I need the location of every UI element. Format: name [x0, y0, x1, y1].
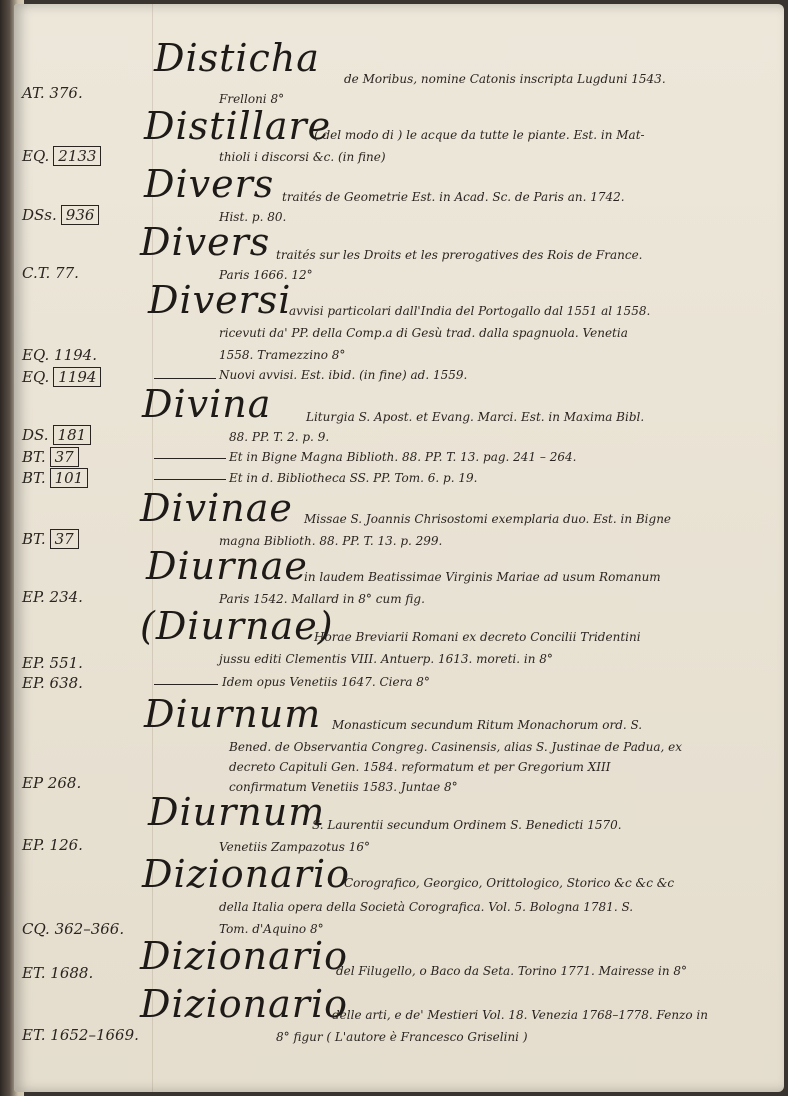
shelf-ref: BT. 37	[22, 530, 79, 548]
shelf-ref: DS. 181	[22, 426, 91, 444]
shelf-ref: EQ. 1194	[22, 368, 101, 386]
entry-text: del Filugello, o Baco da Seta. Torino 1771. Mairesse in 8°	[336, 964, 687, 978]
shelf-ref: BT. 37	[22, 448, 79, 466]
shelf-ref: EP. 551.	[22, 654, 83, 672]
entry-text: Venetiis Zampazotus 16°	[219, 840, 371, 854]
shelf-ref: EP. 126.	[22, 836, 83, 854]
entry-heading: Dizionario	[140, 982, 348, 1026]
entry-heading: Diurnum	[144, 692, 322, 736]
shelf-ref: AT. 376.	[22, 84, 83, 102]
entry-heading: Divers	[144, 162, 275, 206]
entry-heading: Disticha	[154, 36, 320, 80]
entry-heading: Divina	[142, 382, 272, 426]
entry-heading: (Diurnae)	[140, 604, 334, 648]
entry-text: Bened. de Observantia Congreg. Casinensis, alias S. Justinae de Padua, ex	[229, 740, 682, 754]
entry-text: Monasticum secundum Ritum Monachorum ord. S.	[332, 718, 643, 732]
entry-text: Paris 1666. 12°	[219, 268, 313, 282]
entry-heading: Distillare	[144, 104, 332, 148]
shelf-ref: EP. 234.	[22, 588, 83, 606]
entry-text: delle arti, e de' Mestieri Vol. 18. Venezia 1768–1778. Fenzo in	[332, 1008, 708, 1022]
boxed-number: 37	[50, 529, 79, 549]
entry-heading: Divinae	[140, 486, 293, 530]
shelf-ref: ET. 1688.	[22, 964, 94, 982]
entry-text: della Italia opera della Società Corografica. Vol. 5. Bologna 1781. S.	[219, 900, 634, 914]
shelf-ref: C.T. 77.	[22, 264, 79, 282]
ditto-dash	[154, 684, 218, 685]
entry-text: Idem opus Venetiis 1647. Ciera 8°	[222, 675, 430, 689]
entry-text: decreto Capituli Gen. 1584. reformatum et per Gregorium XIII	[229, 760, 611, 774]
entry-heading: Diurnae	[146, 544, 308, 588]
entry-text: Paris 1542. Mallard in 8° cum fig.	[219, 592, 425, 606]
entry-text: 8° figur ( L'autore è Francesco Griselini )	[276, 1030, 528, 1044]
entry-text: Missae S. Joannis Chrisostomi exemplaria duo. Est. in Bigne	[304, 512, 672, 526]
entry-text: 1558. Tramezzino 8°	[219, 348, 346, 362]
boxed-number: 2133	[53, 146, 101, 166]
entry-heading: Diversi	[148, 278, 292, 322]
entry-text: S. Laurentii secundum Ordinem S. Benedicti 1570.	[312, 818, 622, 832]
entry-text: ricevuti da' PP. della Comp.a di Gesù trad. dalla spagnuola. Venetia	[219, 326, 628, 340]
ditto-dash	[154, 479, 226, 480]
entry-text: Hist. p. 80.	[219, 210, 287, 224]
entry-text: de Moribus, nomine Catonis inscripta Lugduni 1543.	[344, 72, 666, 86]
entry-text: avvisi particolari dall'India del Portogallo dal 1551 al 1558.	[289, 304, 651, 318]
entry-text: ( del modo di ) le acque da tutte le piante. Est. in Mat-	[314, 128, 645, 142]
boxed-number: 37	[50, 447, 79, 467]
boxed-number: 936	[61, 205, 100, 225]
shelf-ref: ET. 1652–1669.	[22, 1026, 139, 1044]
entry-text: Liturgia S. Apost. et Evang. Marci. Est. in Maxima Bibl.	[306, 410, 645, 424]
entry-text: jussu editi Clementis VIII. Antuerp. 1613. moreti. in 8°	[219, 652, 553, 666]
boxed-number: 101	[50, 468, 89, 488]
manuscript-page	[14, 4, 784, 1092]
shelf-ref: EP 268.	[22, 774, 82, 792]
entry-text: confirmatum Venetiis 1583. Juntae 8°	[229, 780, 458, 794]
shelf-ref: EQ. 2133	[22, 147, 101, 165]
shelf-ref: BT. 101	[22, 469, 88, 487]
shelf-ref: EP. 638.	[22, 674, 83, 692]
entry-text: Tom. d'Aquino 8°	[219, 922, 324, 936]
entry-text: magna Biblioth. 88. PP. T. 13. p. 299.	[219, 534, 443, 548]
entry-heading: Dizionario	[140, 934, 348, 978]
entry-text: 88. PP. T. 2. p. 9.	[229, 430, 330, 444]
entry-text: Et in Bigne Magna Biblioth. 88. PP. T. 13. pag. 241 – 264.	[229, 450, 577, 464]
entry-heading: Diurnum	[148, 790, 326, 834]
entry-text: Nuovi avvisi. Est. ibid. (in fine) ad. 1559.	[219, 368, 468, 382]
entry-text: Corografico, Georgico, Orittologico, Storico &c &c &c	[344, 876, 675, 890]
entry-text: thioli i discorsi &c. (in fine)	[219, 150, 386, 164]
entry-text: traités de Geometrie Est. in Acad. Sc. de Paris an. 1742.	[282, 190, 625, 204]
entry-text: Horae Breviarii Romani ex decreto Concilii Tridentini	[314, 630, 641, 644]
entry-heading: Divers	[140, 220, 271, 264]
boxed-number: 181	[53, 425, 92, 445]
ditto-dash	[154, 458, 226, 459]
boxed-number: 1194	[53, 367, 101, 387]
shelf-ref: DSs. 936	[22, 206, 99, 224]
entry-text: traités sur les Droits et les prerogatives des Rois de France.	[276, 248, 643, 262]
shelf-ref: EQ. 1194.	[22, 346, 97, 364]
shelf-ref: CQ. 362–366.	[22, 920, 125, 938]
entry-text: in laudem Beatissimae Virginis Mariae ad usum Romanum	[304, 570, 661, 584]
ditto-dash	[154, 378, 216, 379]
entry-text: Et in d. Bibliotheca SS. PP. Tom. 6. p. 19.	[229, 471, 478, 485]
entry-heading: Dizionario	[142, 852, 350, 896]
entry-text: Frelloni 8°	[219, 92, 285, 106]
